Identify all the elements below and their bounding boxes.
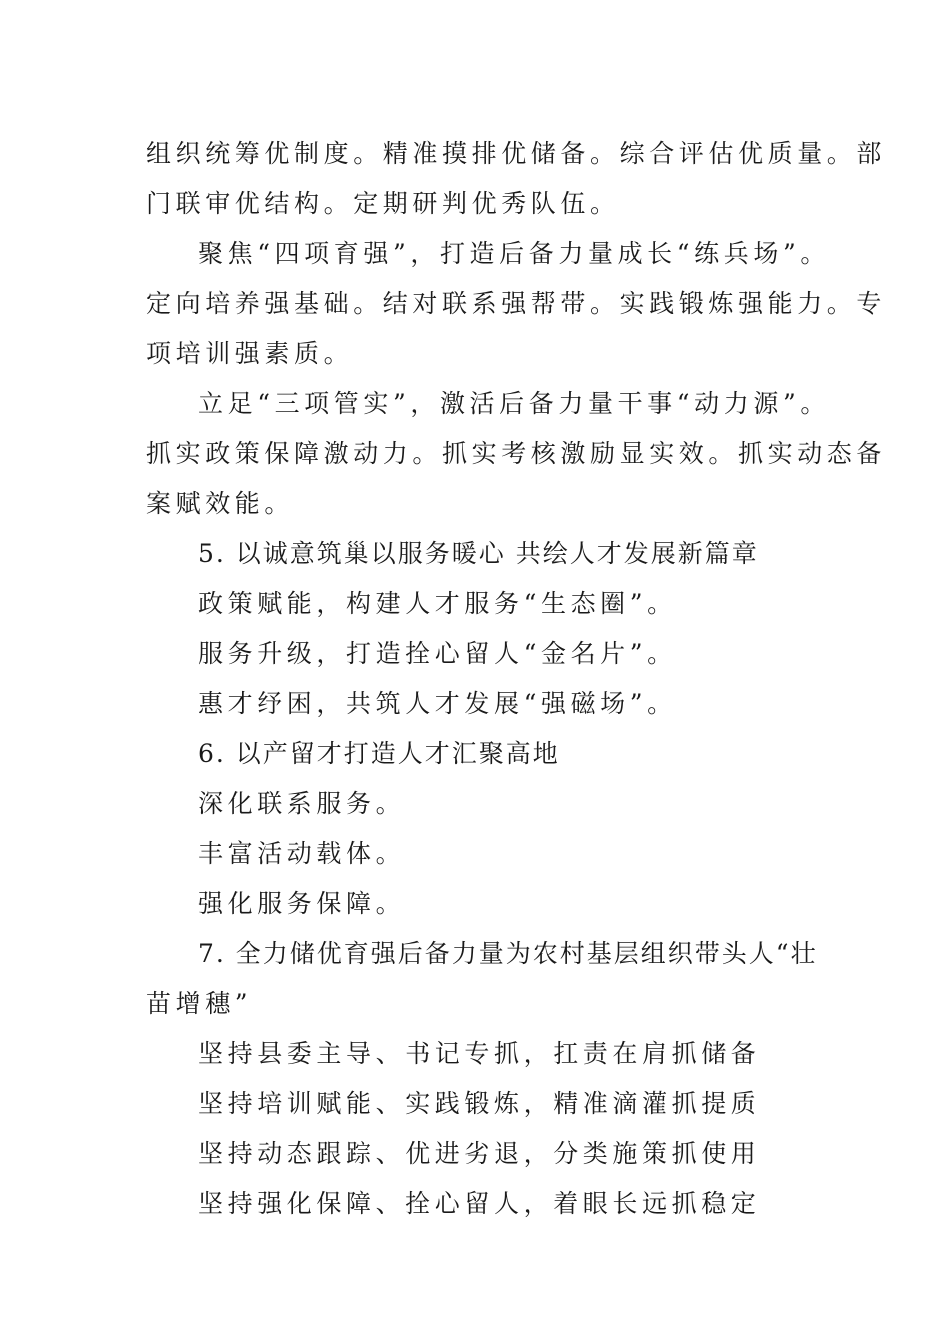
section-7-item-2: 坚持培训赋能、实践锻炼，精准滴灌抓提质 [198,1089,761,1118]
section-5-heading: 5. 以诚意筑巢以服务暖心 共绘人才发展新篇章 [198,539,759,568]
section-7-heading-line-2: 苗增穗” [146,989,253,1018]
document-body [146,129,887,1229]
paragraph-3-line-3: 案赋效能。 [146,489,295,518]
section-6-item-2: 丰富活动载体。 [198,839,406,868]
section-6-item-1: 深化联系服务。 [198,789,406,818]
section-5-item-2: 服务升级，打造拴心留人“金名片”。 [198,639,677,668]
section-7-item-1: 坚持县委主导、书记专抓，扛责在肩抓储备 [198,1039,761,1068]
paragraph-1-line-1: 组织统筹优制度。精准摸排优储备。综合评估优质量。部 [146,139,887,168]
section-6-item-3: 强化服务保障。 [198,889,406,918]
section-5-item-1: 政策赋能，构建人才服务“生态圈”。 [198,589,677,618]
paragraph-2-line-2: 定向培养强基础。结对联系强帮带。实践锻炼强能力。专 [146,289,887,318]
section-6-heading: 6. 以产留才打造人才汇聚高地 [198,739,560,768]
paragraph-1-line-2: 门联审优结构。定期研判优秀队伍。 [146,189,620,218]
section-7-item-4: 坚持强化保障、拴心留人，着眼长远抓稳定 [198,1189,761,1218]
paragraph-3-line-2: 抓实政策保障激动力。抓实考核激励显实效。抓实动态备 [146,439,887,468]
paragraph-2-line-1: 聚焦“四项育强”，打造后备力量成长“练兵场”。 [198,239,830,268]
section-7-item-3: 坚持动态跟踪、优进劣退，分类施策抓使用 [198,1139,761,1168]
section-5-item-3: 惠才纾困，共筑人才发展“强磁场”。 [198,689,677,718]
paragraph-2-line-3: 项培训强素质。 [146,339,354,368]
paragraph-3-line-1: 立足“三项管实”，激活后备力量干事“动力源”。 [198,389,830,418]
section-7-heading-line-1: 7. 全力储优育强后备力量为农村基层组织带头人“壮 [198,939,818,968]
